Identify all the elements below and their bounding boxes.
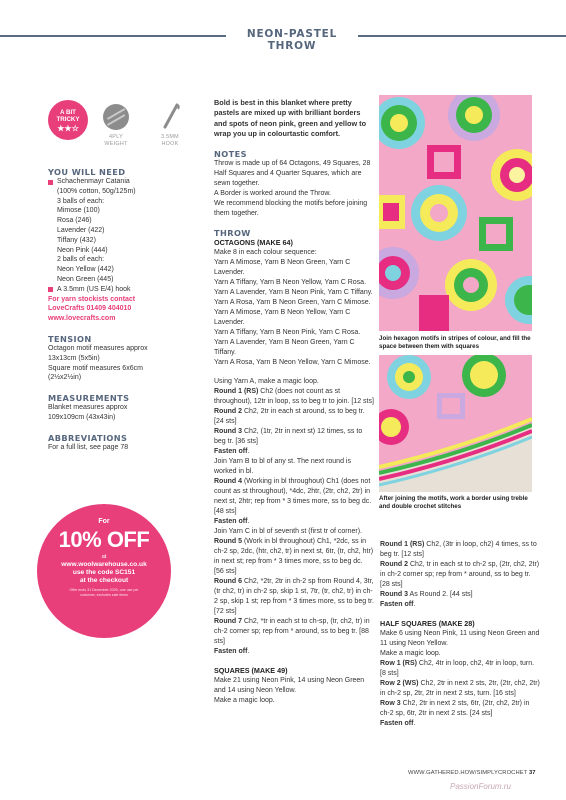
pattern-stats bbox=[48, 100, 198, 156]
watermark: PassionForum.ru bbox=[450, 782, 511, 791]
join-yarn-c: Join Yarn C in bl of seventh st (first tr of corner). bbox=[214, 527, 362, 535]
round-label: Round 2 bbox=[214, 407, 242, 415]
round-2 bbox=[214, 407, 374, 427]
fasten-off-label: Fasten off bbox=[380, 720, 414, 727]
promo-code: use the code SC151 bbox=[72, 569, 136, 576]
page-number: 37 bbox=[528, 770, 536, 776]
round-4 bbox=[214, 477, 374, 517]
badge-line2: TRICKY bbox=[56, 116, 80, 123]
promo-at: at bbox=[101, 554, 107, 560]
fasten-off-label: Fasten off bbox=[214, 647, 248, 655]
weight-line1: 4PLY bbox=[109, 134, 123, 140]
row-label: Row 1 (RS) bbox=[380, 660, 417, 667]
round-text: Ch2, *tr in each st to ch-sp, (tr, ch2, tr) in ch-2 corner sp; rep from * around, ss to beg tr. [88 sts] bbox=[214, 617, 370, 645]
header-rule-left bbox=[0, 35, 226, 37]
promo-checkout: at the checkout bbox=[79, 577, 129, 584]
badge-line1: A BIT bbox=[60, 109, 76, 116]
blanket-photo-border bbox=[379, 355, 532, 492]
round-text: Ch2, 2tr in each st around, ss to beg tr. [24 sts] bbox=[214, 407, 365, 425]
fasten-off: Fasten off. bbox=[214, 447, 250, 455]
tension-line: Octagon motif measures approx bbox=[48, 344, 148, 352]
measurement-line: Blanket measures approx bbox=[48, 404, 128, 412]
round-text: (Work in bl throughout) Ch1, *2dc, ss in ch-2 sp, 2dc, (htr, ch2, tr) in next st, 6tr, (tr, ch2, htr) in next st; rep from * 3 times more, ss to beg dc. [56 sts] bbox=[214, 537, 374, 575]
materials-column bbox=[48, 167, 200, 453]
promo-percent: 10% OFF bbox=[58, 527, 150, 552]
intro-text: Bold is best in this blanket where pretty pastels are mixed up with brilliant borders and spots of neon pink, green and yellow to wrap you up in colourtastic comfort. bbox=[214, 98, 367, 139]
notes-text: A Border is worked around the Throw. bbox=[214, 189, 331, 197]
row-text: Ch2, 2tr in next 2 sts, 6tr, (2tr, ch2, 2tr) in ch-2 sp, 6tr, 2tr in next 2 sts. [24 sts] bbox=[380, 700, 530, 717]
abbreviations-note: For a full list, see page 78 bbox=[48, 443, 129, 451]
octagons-heading: OCTAGONS (MAKE 64) bbox=[214, 237, 293, 247]
octagon-line: Yarn A Rosa, Yarn B Neon Yellow, Yarn C Mimose. bbox=[214, 358, 371, 366]
round-text: (Working in bl throughout) Ch1 (does not count as st throughout), *4dc, 2htr, (2tr, ch2, 2tr) in next st, 2htr; rep from * 3 times more, ss to beg dc. [48 sts] bbox=[214, 477, 372, 515]
balls-three: 3 balls of each: bbox=[57, 197, 105, 205]
round-label: Round 4 bbox=[214, 477, 242, 485]
round-7 bbox=[214, 617, 374, 647]
round-label: Round 1 (RS) bbox=[380, 541, 425, 548]
half-squares-text: Make a magic loop. bbox=[380, 650, 441, 657]
blanket-photo-motifs bbox=[379, 95, 532, 331]
round-text: As Round 2. [44 sts] bbox=[408, 591, 473, 598]
round-label: Round 6 bbox=[214, 577, 242, 585]
squares-continued-column bbox=[380, 540, 540, 729]
fasten-off-label: Fasten off bbox=[214, 517, 248, 525]
stockists-line: For yarn stockists contact bbox=[48, 295, 136, 303]
photo1-caption: Join hexagon motifs in stripes of colour, and fill the space between them with squares bbox=[379, 335, 531, 351]
octagon-line: Yarn A Lavender, Yarn B Neon Pink, Yarn C Tiffany. bbox=[214, 288, 373, 296]
yarn-detail: (100% cotton, 50g/125m) bbox=[57, 187, 136, 195]
fasten-off: Fasten off. bbox=[380, 601, 416, 608]
tension-heading: TENSION bbox=[48, 333, 92, 344]
page-footer bbox=[408, 770, 536, 776]
yarn-color: Neon Green (445) bbox=[57, 275, 114, 283]
row-text: Ch2, 4tr in loop, ch2, 4tr in loop, turn. [8 sts] bbox=[380, 660, 535, 677]
crochet-hook-icon bbox=[159, 103, 183, 131]
row-label: Row 3 bbox=[380, 700, 401, 707]
octagon-line: Yarn A Tiffany, Yarn B Neon Pink, Yarn C Rosa. bbox=[214, 328, 361, 336]
join-yarn-b: Join Yarn B to bl of any st. The next round is worked in bl. bbox=[214, 457, 351, 475]
hs-row-1 bbox=[380, 659, 540, 679]
round-text: Ch2, tr in each st to ch-2 sp, (2tr, ch2, 2tr) in ch-2 corner sp; rep from * around, ss to beg tr. [28 sts] bbox=[380, 561, 540, 588]
promo-fine-print: Offer ends 31 December 2025, one use per customer, excludes sale items bbox=[69, 588, 139, 597]
stockists-link[interactable]: www.lovecrafts.com bbox=[48, 315, 116, 323]
sq-round-1 bbox=[380, 540, 540, 560]
difficulty-stars: ★★☆ bbox=[57, 124, 79, 133]
instructions-column bbox=[214, 98, 374, 706]
fasten-off: Fasten off. bbox=[214, 647, 250, 655]
footer-url[interactable]: WWW.GATHERED.HOW/SIMPLYCROCHET bbox=[408, 770, 528, 776]
yarn-brand: Schachenmayr Catania bbox=[48, 177, 200, 187]
octagon-line: Make 8 in each colour sequence: bbox=[214, 248, 317, 256]
octagon-line: Yarn A Tiffany, Yarn B Neon Yellow, Yarn C Rosa. bbox=[214, 278, 367, 286]
weight-line2: WEIGHT bbox=[104, 140, 128, 147]
promo-for: For bbox=[98, 518, 110, 525]
yarn-color: Neon Pink (444) bbox=[57, 246, 108, 254]
using-yarn-a: Using Yarn A, make a magic loop. bbox=[214, 377, 319, 385]
page-header bbox=[0, 28, 566, 52]
abbreviations-heading: ABBREVIATIONS bbox=[48, 432, 128, 443]
fasten-off-label: Fasten off bbox=[380, 601, 414, 608]
notes-text: Throw is made up of 64 Octagons, 49 Squares, 28 Half Squares and 4 Quarter Squares, which are sewn together. bbox=[214, 159, 371, 187]
round-label: Round 1 (RS) bbox=[214, 387, 259, 395]
round-text: Ch2, (3tr in loop, ch2) 4 times, ss to beg tr. [12 sts] bbox=[380, 541, 537, 558]
yarn-color: Rosa (246) bbox=[57, 217, 92, 225]
header-rule-right bbox=[358, 35, 566, 37]
round-label: Round 7 bbox=[214, 617, 242, 625]
round-text: Ch2, *2tr, 2tr in ch-2 sp from Round 4, 3tr, (tr ch2, tr) in ch-2 sp, skip 1 st, 7tr, (tr, ch2, tr) in ch-2 sp, skip 1 st; rep from * 3 times more, ss to beg tr. [72 sts] bbox=[214, 577, 374, 615]
yarn-color: Mimose (100) bbox=[57, 207, 100, 215]
hook-item: A 3.5mm (US E/4) hook bbox=[48, 285, 200, 295]
notes-text: We recommend blocking the motifs before joining them together. bbox=[214, 199, 368, 217]
round-label: Round 5 bbox=[214, 537, 242, 545]
round-label: Round 2 bbox=[380, 561, 408, 568]
notes-heading: NOTES bbox=[214, 148, 247, 159]
fasten-off-label: Fasten off bbox=[214, 447, 248, 455]
promo-site[interactable]: www.woolwarehouse.co.uk bbox=[61, 561, 147, 568]
tension-line: 13x13cm (5x5in) bbox=[48, 354, 100, 362]
tension-line: (2½x2½in) bbox=[48, 374, 82, 382]
half-squares-text: Make 6 using Neon Pink, 11 using Neon Green and 11 using Neon Yellow. bbox=[380, 630, 540, 647]
balls-two: 2 balls of each: bbox=[57, 256, 105, 264]
stockists-phone: LoveCrafts 01409 404010 bbox=[48, 305, 132, 313]
yarn-color: Lavender (422) bbox=[57, 226, 105, 234]
hs-row-3 bbox=[380, 699, 540, 719]
octagon-line: Yarn A Mimose, Yarn B Neon Green, Yarn C Lavender. bbox=[214, 258, 351, 276]
sq-round-3 bbox=[380, 590, 540, 600]
you-will-need-heading: YOU WILL NEED bbox=[48, 167, 126, 177]
row-label: Row 2 (WS) bbox=[380, 680, 419, 687]
yarn-color: Tiffany (432) bbox=[57, 236, 96, 244]
round-3 bbox=[214, 427, 374, 447]
octagon-line: Yarn A Rosa, Yarn B Neon Green, Yarn C Mimose. bbox=[214, 298, 371, 306]
measurement-line: 109x109cm (43x43in) bbox=[48, 413, 116, 421]
yarn-ball-icon bbox=[103, 104, 129, 130]
squares-text: Make 21 using Neon Pink, 14 using Neon Green and 14 using Neon Yellow. bbox=[214, 676, 365, 694]
sq-round-2 bbox=[380, 560, 540, 590]
tension-line: Square motif measures 6x6cm bbox=[48, 364, 143, 372]
round-6 bbox=[214, 577, 374, 617]
measurements-heading: MEASUREMENTS bbox=[48, 393, 130, 404]
hs-row-2 bbox=[380, 679, 540, 699]
round-5 bbox=[214, 537, 374, 577]
discount-promo[interactable] bbox=[37, 504, 171, 638]
fasten-off: Fasten off. bbox=[214, 517, 250, 525]
hook-size-label bbox=[152, 134, 188, 147]
yarn-color: Neon Yellow (442) bbox=[57, 266, 114, 274]
round-text: Ch2 (does not count as st throughout), 12tr in loop, ss to beg tr to join. [12 sts] bbox=[214, 387, 374, 405]
fasten-off: Fasten off. bbox=[380, 720, 416, 727]
round-label: Round 3 bbox=[214, 427, 242, 435]
squares-heading: SQUARES (MAKE 49) bbox=[214, 665, 288, 675]
hook-line2: HOOK bbox=[161, 140, 179, 147]
difficulty-badge bbox=[48, 100, 88, 140]
hook-line1: 3.5MM bbox=[161, 134, 179, 140]
row-text: Ch2, 2tr in next 2 sts, 2tr, (2tr, ch2, 2tr) in ch-2 sp, 2tr, 2tr in next 2 sts, turn. [16 sts] bbox=[380, 680, 540, 697]
half-squares-heading: HALF SQUARES (MAKE 28) bbox=[380, 619, 475, 628]
throw-heading: THROW bbox=[214, 227, 251, 238]
yarn-weight-label bbox=[96, 134, 136, 147]
squares-text: Make a magic loop. bbox=[214, 696, 275, 704]
octagon-line: Yarn A Lavender, Yarn B Neon Green, Yarn C Tiffany. bbox=[214, 338, 355, 356]
round-label: Round 3 bbox=[380, 591, 408, 598]
photo2-caption: After joining the motifs, work a border using treble and double crochet stitches bbox=[379, 495, 528, 511]
round-1 bbox=[214, 387, 374, 407]
page-title: NEON-PASTEL THROW bbox=[246, 28, 338, 52]
octagon-line: Yarn A Mimose, Yarn B Neon Yellow, Yarn C Lavender. bbox=[214, 308, 351, 326]
round-text: Ch2, (1tr, 2tr in next st) 12 times, ss to beg tr. [36 sts] bbox=[214, 427, 363, 445]
